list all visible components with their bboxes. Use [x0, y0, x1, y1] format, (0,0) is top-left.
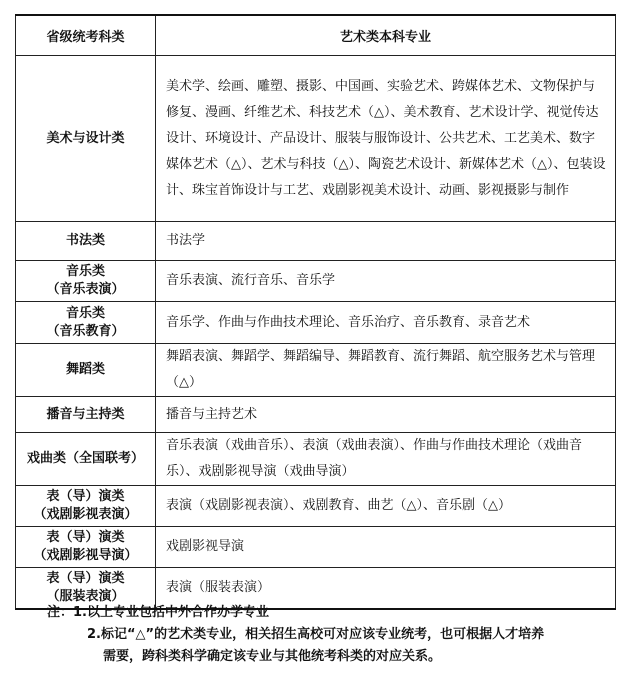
table-row [16, 222, 616, 261]
category-cell: 播音与主持类 [16, 397, 156, 433]
category-cell: 书法类 [16, 222, 156, 261]
category-cell: 音乐类 （音乐教育） [16, 302, 156, 344]
note-line-1: 注：1.以上专业包括中外合作办学专业 [47, 605, 269, 620]
footnotes [15, 602, 615, 668]
category-cell: 戏曲类（全国联考） [16, 433, 156, 486]
table-row [16, 302, 616, 344]
category-cell: 美术与设计类 [16, 56, 156, 222]
category-cell: 表（导）演类 （服装表演） [16, 568, 156, 609]
category-cell: 舞蹈类 [16, 344, 156, 397]
majors-cell: 美术学、绘画、雕塑、摄影、中国画、实验艺术、跨媒体艺术、文物保护与修复、漫画、纤维艺术、科技艺术（△）、美术教育、艺术设计学、视觉传达设计、环境设计、产品设计、服装与服饰设计、公共艺术、工艺美术、数字媒体艺术（△）、艺术与科技（△）、陶瓷艺术设计、新媒体艺术（△）、包装设计、珠宝首饰设计与工艺、戏剧影视美术设计、动画、影视摄影与制作 [156, 56, 616, 222]
majors-cell: 音乐学、作曲与作曲技术理论、音乐治疗、音乐教育、录音艺术 [156, 302, 616, 344]
majors-cell: 播音与主持艺术 [156, 397, 616, 433]
majors-cell: 表演（戏剧影视表演）、戏剧教育、曲艺（△）、音乐剧（△） [156, 486, 616, 527]
majors-cell: 舞蹈表演、舞蹈学、舞蹈编导、舞蹈教育、流行舞蹈、航空服务艺术与管理（△） [156, 344, 616, 397]
table-header-row [16, 15, 616, 56]
category-cell: 表（导）演类 （戏剧影视导演） [16, 527, 156, 568]
table-row [16, 261, 616, 302]
header-majors: 艺术类本科专业 [156, 15, 616, 56]
table-row [16, 486, 616, 527]
note-line-3: 需要，跨科类科学确定该专业与其他统考科类的对应关系。 [103, 649, 442, 664]
table-row [16, 56, 616, 222]
header-category: 省级统考科类 [16, 15, 156, 56]
table-row [16, 397, 616, 433]
table-row [16, 527, 616, 568]
category-cell: 音乐类 （音乐表演） [16, 261, 156, 302]
majors-cell: 音乐表演（戏曲音乐）、表演（戏曲表演）、作曲与作曲技术理论（戏曲音乐）、戏剧影视导演（戏曲导演） [156, 433, 616, 486]
category-cell: 表（导）演类 （戏剧影视表演） [16, 486, 156, 527]
note-line-2: 2.标记“△”的艺术类专业，相关招生高校可对应该专业统考，也可根据人才培养 [87, 627, 545, 642]
art-majors-table [15, 14, 616, 610]
table-row [16, 344, 616, 397]
majors-cell: 书法学 [156, 222, 616, 261]
majors-cell: 音乐表演、流行音乐、音乐学 [156, 261, 616, 302]
table-row [16, 433, 616, 486]
majors-cell: 戏剧影视导演 [156, 527, 616, 568]
majors-cell: 表演（服装表演） [156, 568, 616, 609]
